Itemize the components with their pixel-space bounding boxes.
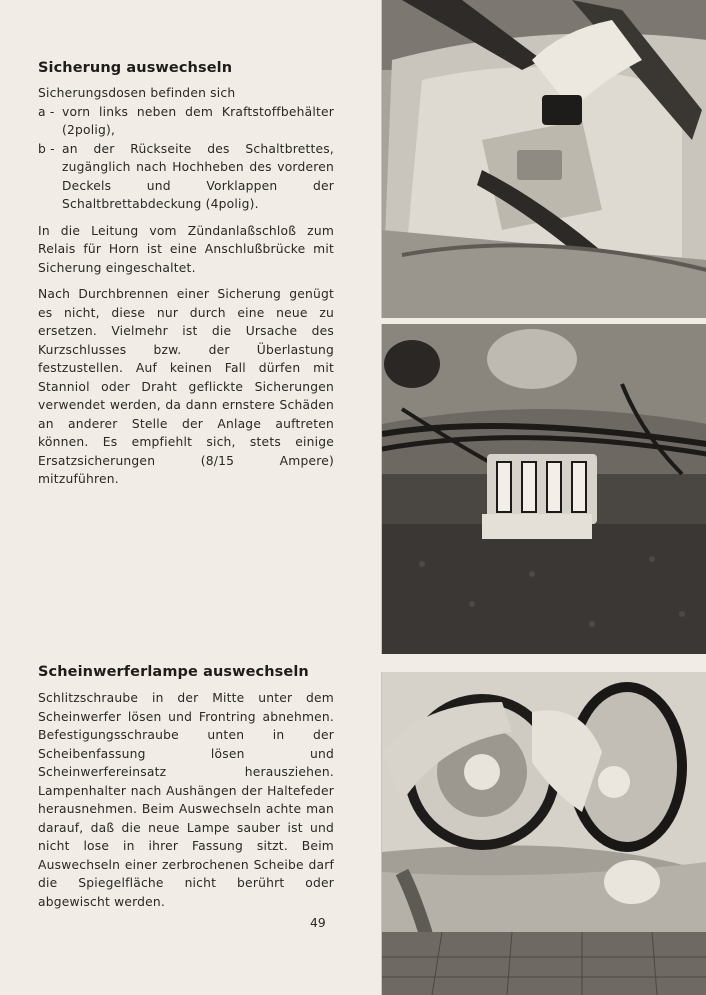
- list-text: an der Rückseite des Schaltbrettes, zugänglich nach Hochheben des vorderen Deckels und Vorklappen der Schaltbrettabdeckung (4polig).: [62, 141, 334, 211]
- photo-fuse-box-front: [381, 0, 706, 318]
- fuse-paragraph-1: In die Leitung vom Zündanlaßschloß zum Relais für Horn ist eine Anschlußbrücke mit Sicherung eingeschaltet.: [38, 223, 334, 275]
- photo-fuse-box-front-image: [382, 0, 706, 318]
- photo-headlamp: [381, 672, 706, 995]
- list-text: vorn links neben dem Kraftstoffbehälter (2polig),: [62, 104, 334, 137]
- list-marker: a -: [38, 104, 55, 119]
- section-heading-fuse: Sicherung auswechseln: [38, 60, 233, 76]
- headlamp-paragraph: Schlitzschraube in der Mitte unter dem Scheinwerfer lösen und Frontring abnehmen. Befestigungsschraube unten in der Scheibenfassung lösen und Scheinwerfereinsatz herausziehen. Lampenhalter nach Aushängen der Haltefeder herausnehmen. Beim Auswechseln achte man darauf, daß die neue Lampe sauber ist und nicht lose in ihrer Fassung sitzt. Beim Auswechseln einer zerbrochenen Scheibe darf die Spiegelfläche nicht berührt oder abgewischt werden.: [38, 691, 334, 909]
- page-number: 49: [310, 916, 326, 930]
- list-item: [38, 103, 334, 140]
- section-body-headlamp: [38, 689, 334, 911]
- section-heading-headlamp: Scheinwerferlampe auswechseln: [38, 664, 309, 680]
- photo-fuse-box-dashboard-image: [382, 324, 706, 654]
- list-marker: b -: [38, 141, 55, 156]
- fuse-intro: Sicherungsdosen befinden sich: [38, 86, 236, 100]
- fuse-paragraph-2: Nach Durchbrennen einer Sicherung genügt es nicht, diese nur durch eine neue zu ersetzen. Vielmehr ist die Ursache des Kurzschlusses bzw. der Überlastung festzustellen. Auf keinen Fall dürfen mit Stanniol oder Draht geflickte Sicherungen verwendet werden, da dann ernstere Schäden an anderer Stelle der Anlage auftreten können. Es empfiehlt sich, stets einige Ersatzsicherungen (8/15 Ampere) mitzuführen.: [38, 287, 334, 486]
- section-body-fuse: [38, 84, 334, 489]
- list-item: [38, 140, 334, 214]
- photo-headlamp-image: [382, 672, 706, 995]
- photo-fuse-box-dashboard: [381, 324, 706, 654]
